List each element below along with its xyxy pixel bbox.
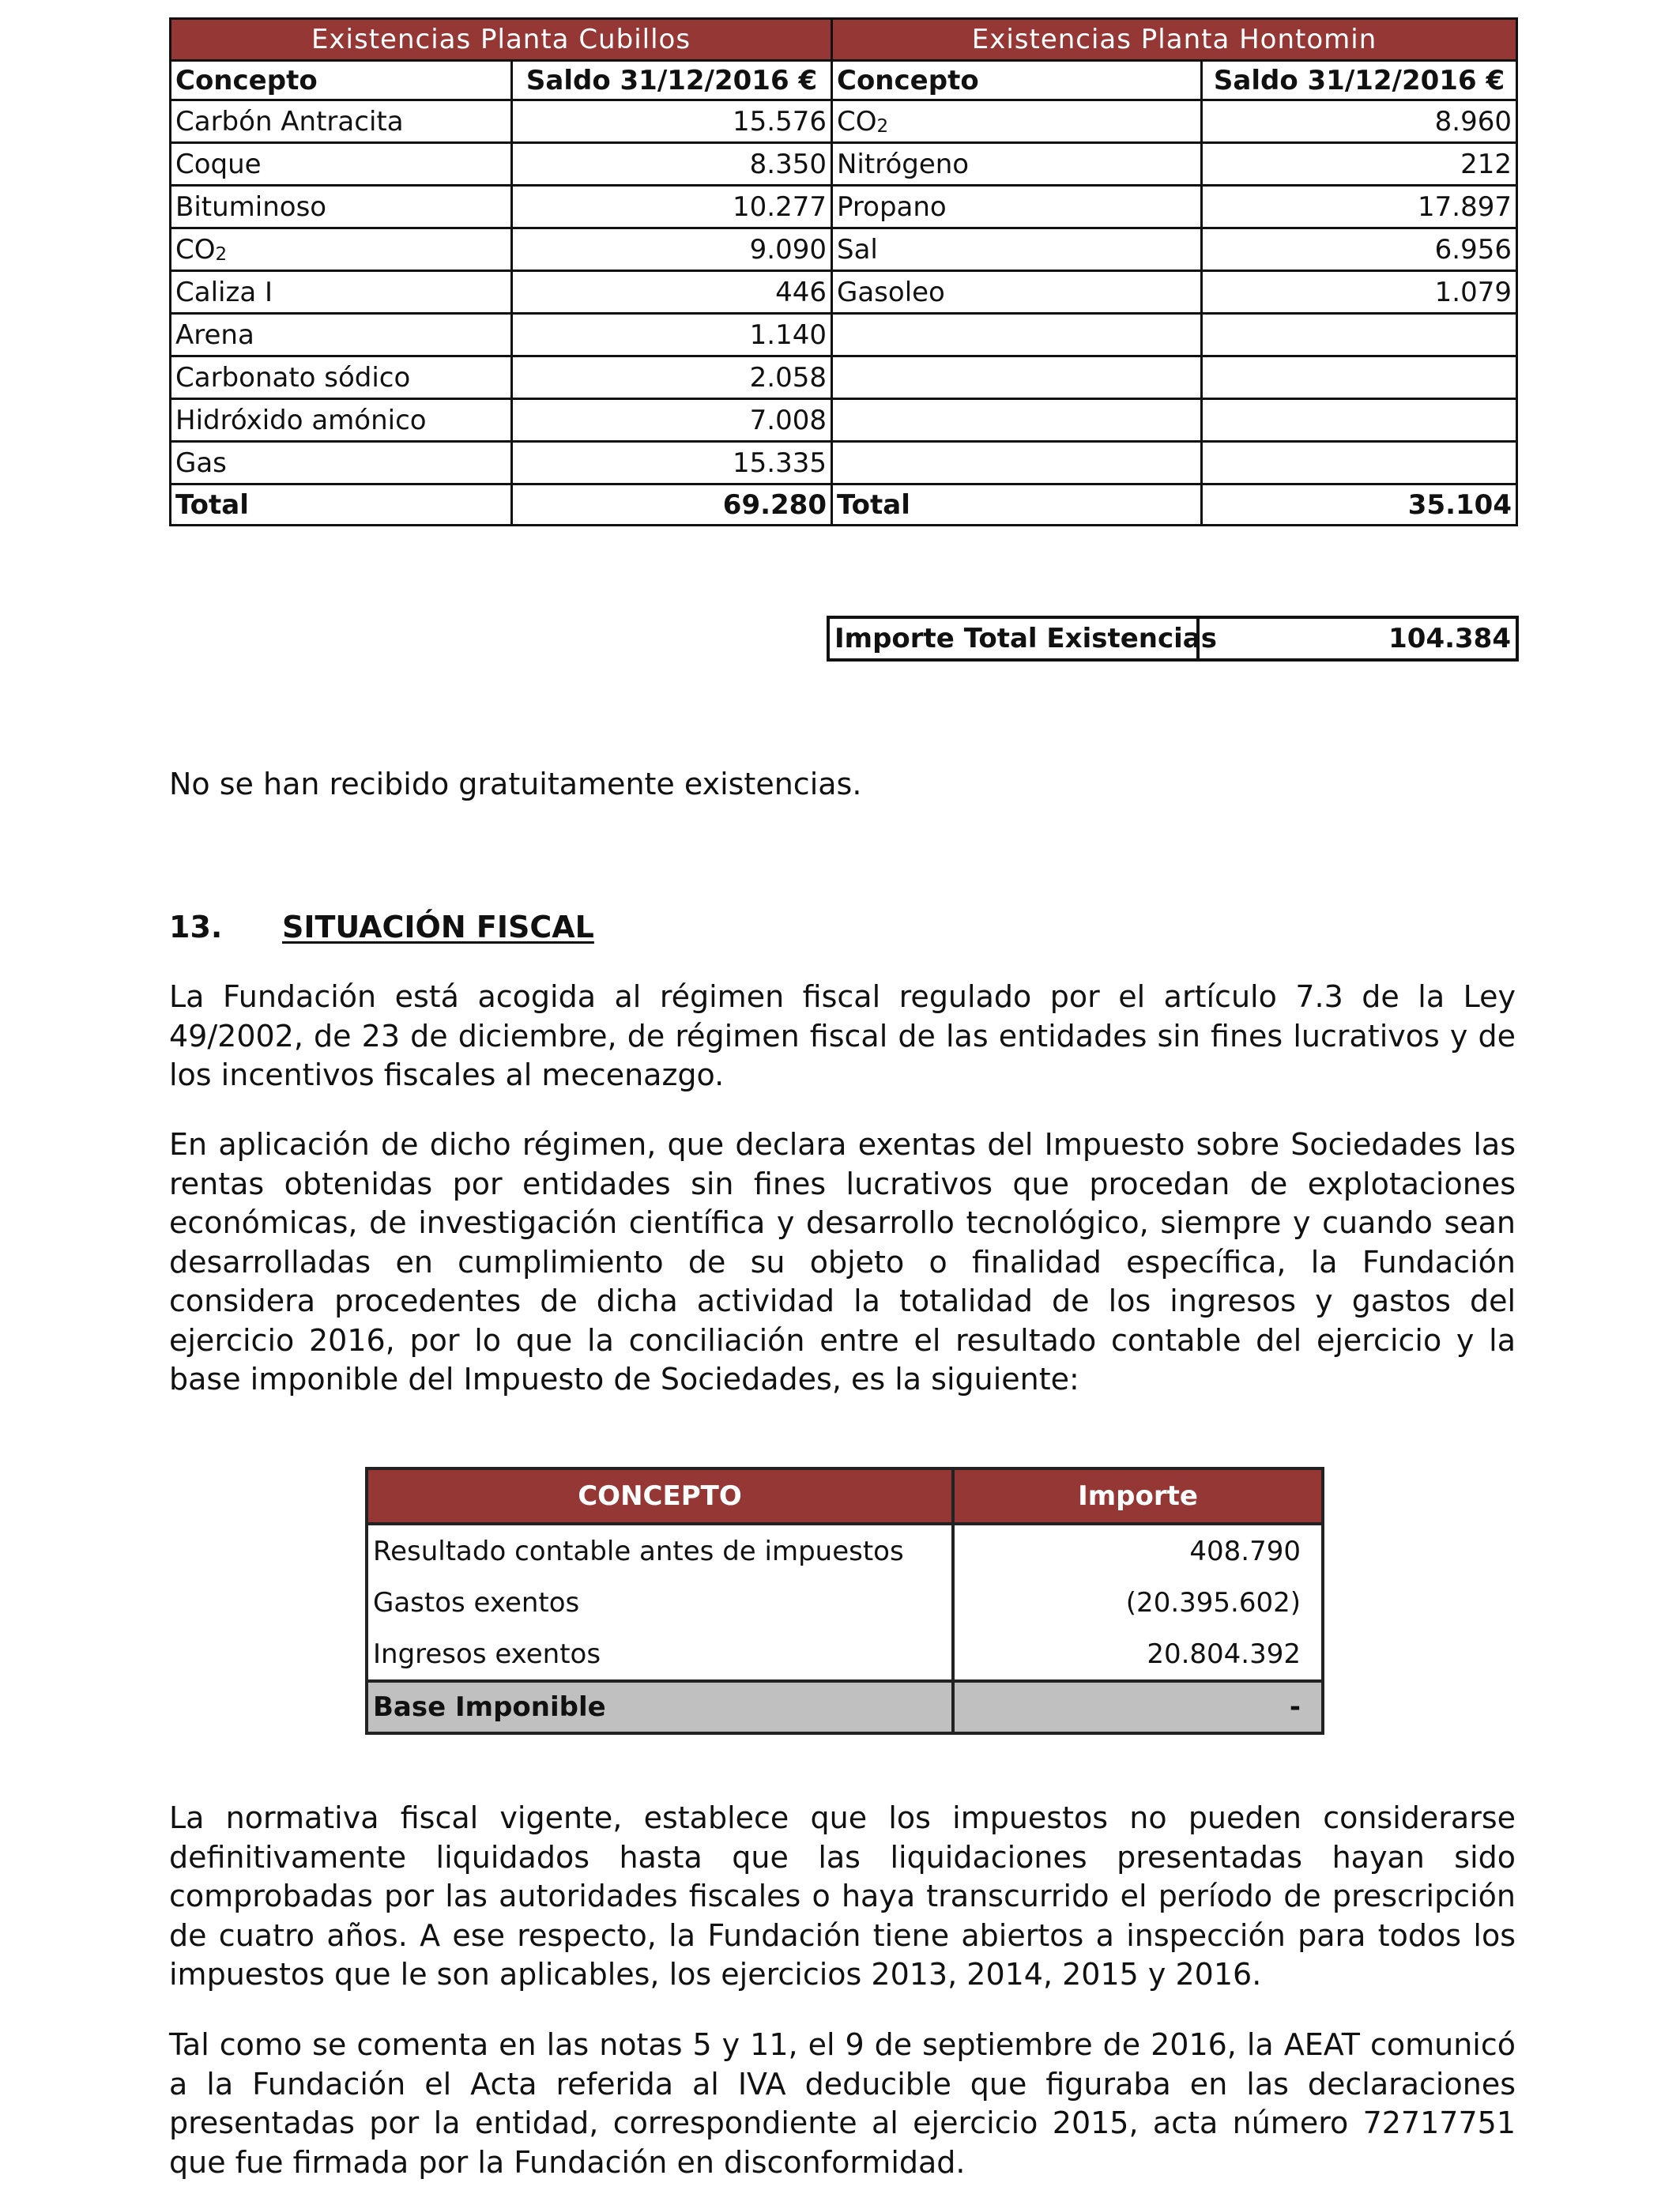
fiscal-label: Resultado contable antes de impuestos xyxy=(367,1524,953,1577)
paragraph-aplicacion: En aplicación de dicho régimen, que declara exentas del Impuesto sobre Sociedades las rentas obtenidas por entidades sin fines lucrativos que procedan de explotaciones económicas, de investigación científica y desarrollo tecnológico, siempre y cuando sean desarrolladas en cumplimiento de su objeto o finalidad específica, la Fundación considera procedentes de dicha actividad la totalidad de los ingresos y gastos del ejercicio 2016, por lo que la conciliación entre el resultado contable del ejercicio y la base imponible del Impuesto de Sociedades, es la siguiente: xyxy=(169,1127,1516,1397)
table-row xyxy=(171,314,1517,356)
subscript: 2 xyxy=(876,115,889,137)
fiscal-value: 408.790 xyxy=(953,1524,1323,1577)
base-imponible-value: - xyxy=(953,1681,1323,1733)
cubillos-concept: Coque xyxy=(171,143,512,186)
grand-total-value: 104.384 xyxy=(1198,617,1517,660)
hontomin-concept xyxy=(832,399,1202,442)
hontomin-concept: Nitrógeno xyxy=(832,143,1202,186)
cubillos-value: 2.058 xyxy=(512,356,832,399)
hontomin-value: 212 xyxy=(1202,143,1517,186)
paragraph-aeat: Tal como se comenta en las notas 5 y 11, el 9 de septiembre de 2016, la AEAT comunicó a la Fundación el Acta referida al IVA deducible que figuraba en las declaraciones presentadas por la entidad, correspondiente al ejercicio 2015, acta número 72717751 que fue firmada por la Fundación en disconformidad. xyxy=(169,2027,1516,2180)
fiscal-value: 20.804.392 xyxy=(953,1628,1323,1681)
hontomin-concept: Sal xyxy=(832,228,1202,271)
hontomin-concept xyxy=(832,356,1202,399)
table-row xyxy=(367,1524,1323,1577)
base-imponible-row xyxy=(367,1681,1323,1733)
no-gratuitas-note: No se han recibido gratuitamente existencias. xyxy=(169,767,862,801)
cubillos-concept: Gas xyxy=(171,442,512,484)
base-imponible-label: Base Imponible xyxy=(367,1681,953,1733)
paragraph-normativa: La normativa fiscal vigente, establece que los impuestos no pueden considerarse definitivamente liquidados hasta que las liquidaciones presentadas hayan sido comprobadas por las autoridades fiscales o haya transcurrido el período de prescripción de cuatro años. A ese respecto, la Fundación tiene abiertos a inspección para todos los impuestos que le son aplicables, los ejercicios 2013, 2014, 2015 y 2016. xyxy=(169,1800,1516,1992)
table-row xyxy=(171,186,1517,228)
cubillos-concept: $CO_2$ xyxy=(171,228,512,271)
hontomin-total-label: Total xyxy=(832,484,1202,526)
hontomin-total-value: 35.104 xyxy=(1202,484,1517,526)
total-row xyxy=(171,484,1517,526)
hontomin-value xyxy=(1202,442,1517,484)
cubillos-value: 15.335 xyxy=(512,442,832,484)
stock-table xyxy=(169,17,1518,526)
hontomin-concept: $CO_2$ xyxy=(832,100,1202,143)
col-concepto-cubillos: Concepto xyxy=(171,61,512,100)
cubillos-value: 9.090 xyxy=(512,228,832,271)
cubillos-concept: Arena xyxy=(171,314,512,356)
cubillos-total-value: 69.280 xyxy=(512,484,832,526)
grand-total-box xyxy=(827,616,1519,662)
col-importe: Importe xyxy=(953,1468,1323,1524)
subscript: 2 xyxy=(215,243,228,265)
cubillos-concept: Caliza I xyxy=(171,271,512,314)
cubillos-value: 8.350 xyxy=(512,143,832,186)
cubillos-value: 7.008 xyxy=(512,399,832,442)
cubillos-concept: Bituminoso xyxy=(171,186,512,228)
fiscal-label: Gastos exentos xyxy=(367,1577,953,1628)
hontomin-value: 6.956 xyxy=(1202,228,1517,271)
cubillos-concept: Carbonato sódico xyxy=(171,356,512,399)
table-row xyxy=(367,1577,1323,1628)
cubillos-value: 15.576 xyxy=(512,100,832,143)
hontomin-value xyxy=(1202,314,1517,356)
col-saldo-hontomin: Saldo 31/12/2016 € xyxy=(1202,61,1517,100)
table-row xyxy=(171,356,1517,399)
cubillos-concept: Hidróxido amónico xyxy=(171,399,512,442)
table-row xyxy=(171,100,1517,143)
grand-total-label: Importe Total Existencias xyxy=(828,617,1198,660)
hontomin-concept: Propano xyxy=(832,186,1202,228)
fiscal-table xyxy=(365,1467,1324,1735)
cubillos-total-label: Total xyxy=(171,484,512,526)
hontomin-value xyxy=(1202,399,1517,442)
cubillos-value: 10.277 xyxy=(512,186,832,228)
table-row xyxy=(171,143,1517,186)
cubillos-value: 446 xyxy=(512,271,832,314)
table-row xyxy=(367,1628,1323,1681)
cubillos-title: Existencias Planta Cubillos xyxy=(171,19,832,61)
col-concepto: CONCEPTO xyxy=(367,1468,953,1524)
col-saldo-cubillos: Saldo 31/12/2016 € xyxy=(512,61,832,100)
hontomin-value xyxy=(1202,356,1517,399)
hontomin-value: 8.960 xyxy=(1202,100,1517,143)
cubillos-value: 1.140 xyxy=(512,314,832,356)
hontomin-value: 17.897 xyxy=(1202,186,1517,228)
hontomin-value: 1.079 xyxy=(1202,271,1517,314)
paragraph-regimen: La Fundación está acogida al régimen fiscal regulado por el artículo 7.3 de la Ley 49/2002, de 23 de diciembre, de régimen fiscal de las entidades sin fines lucrativos y de los incentivos fiscales al mecenazgo. xyxy=(169,979,1516,1092)
table-row xyxy=(171,271,1517,314)
col-concepto-hontomin: Concepto xyxy=(832,61,1202,100)
fiscal-value: (20.395.602) xyxy=(953,1577,1323,1628)
table-row xyxy=(171,228,1517,271)
cubillos-concept: Carbón Antracita xyxy=(171,100,512,143)
hontomin-concept xyxy=(832,442,1202,484)
hontomin-concept: Gasoleo xyxy=(832,271,1202,314)
table-row xyxy=(171,399,1517,442)
fiscal-label: Ingresos exentos xyxy=(367,1628,953,1681)
section-number: 13. xyxy=(169,910,223,944)
hontomin-concept xyxy=(832,314,1202,356)
table-row xyxy=(171,442,1517,484)
hontomin-title: Existencias Planta Hontomin xyxy=(832,19,1517,61)
section-title: SITUACIÓN FISCAL xyxy=(282,910,594,944)
